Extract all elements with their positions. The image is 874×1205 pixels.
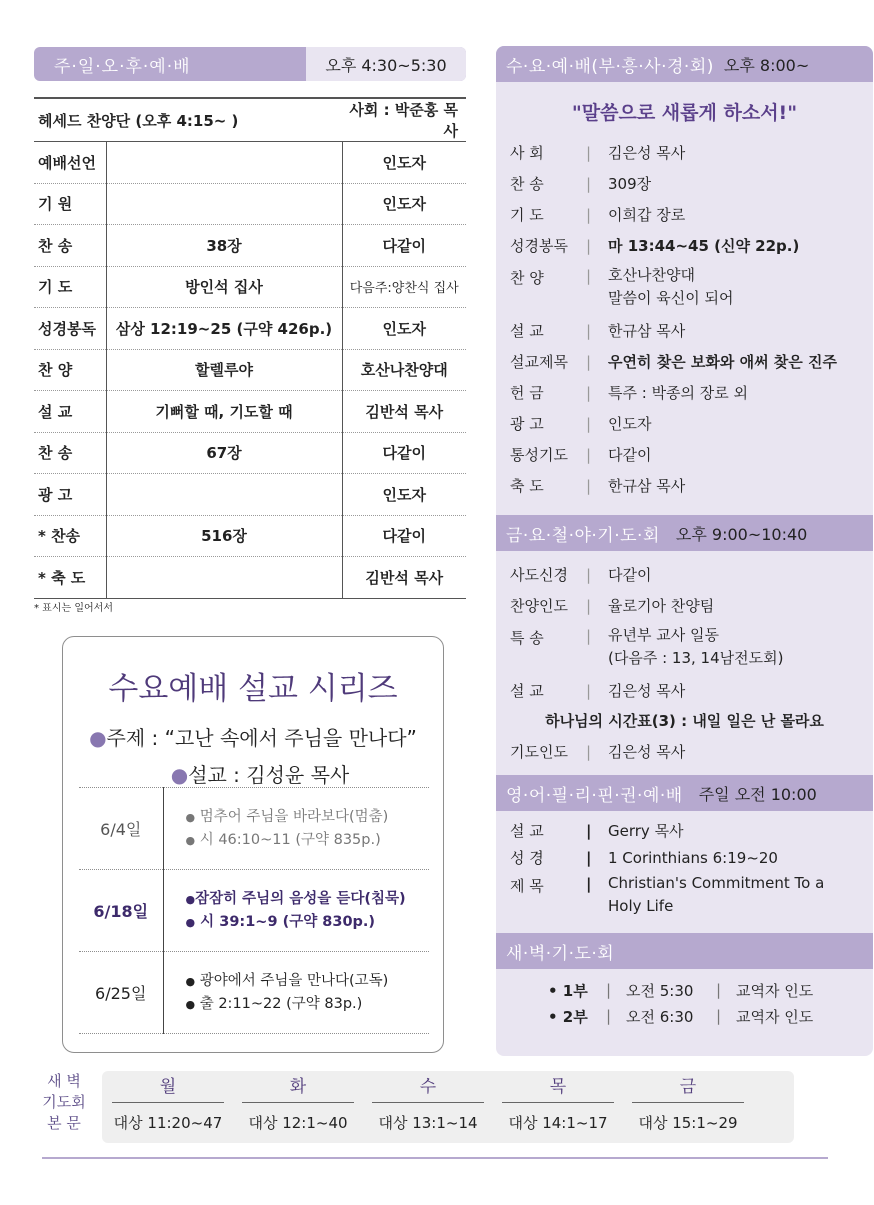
weekday-header: 금 — [632, 1071, 744, 1103]
bottom-divider — [42, 1157, 828, 1159]
dawn-leader: 교역자 인도 — [736, 1007, 814, 1026]
series-content — [163, 952, 429, 1034]
english-title: 영·어·필·리·핀·권·예·배 — [506, 785, 683, 806]
row-key: 기도인도 — [510, 743, 568, 761]
row-value — [608, 624, 859, 670]
label-line: 본 문 — [47, 1114, 81, 1132]
bullet-icon: ● — [170, 763, 189, 787]
row-value: 김은성 목사 — [608, 743, 686, 761]
series-theme — [63, 722, 443, 751]
list-item — [510, 230, 859, 261]
row-key: 헌 금 — [510, 384, 544, 402]
english-header — [496, 775, 873, 811]
series-line2: 시 39:1~9 (구약 830p.) — [200, 913, 376, 930]
order-item: * 찬송 — [34, 515, 106, 557]
bullet-icon: ● — [185, 915, 196, 929]
row-key: 설교제목 — [510, 353, 568, 371]
series-schedule — [79, 787, 429, 1034]
bullet-icon: ● — [185, 810, 196, 824]
weekday-grid — [102, 1071, 794, 1143]
row-value: 한규삼 목사 — [608, 477, 686, 495]
series-content — [163, 788, 429, 870]
label-line: 새 벽 — [47, 1072, 81, 1090]
wednesday-title: 수·요·예·배(부·흥·사·경·회) — [506, 56, 714, 77]
order-content: 기뻐할 때, 기도할 때 — [106, 391, 342, 433]
list-item — [510, 137, 859, 168]
list-item — [510, 736, 859, 767]
wednesday-body — [496, 98, 873, 501]
list-item — [510, 621, 859, 675]
order-by: 다같이 — [342, 225, 466, 267]
bullet-icon: ● — [185, 892, 196, 906]
separator: | — [586, 476, 592, 495]
host-label: 사회 : 박준홍 목사 — [342, 98, 466, 142]
row-key: 사 회 — [510, 144, 544, 162]
wednesday-headline: "말씀으로 새롭게 하소서!" — [571, 102, 798, 124]
dawn-scripture-label — [38, 1071, 90, 1134]
row-value: 인도자 — [608, 415, 652, 433]
list-item — [548, 1003, 873, 1029]
friday-sermon-title: 하나님의 시간표(3) : 내일 일은 난 몰라요 — [545, 712, 824, 730]
row-value: 김은성 목사 — [608, 682, 686, 700]
row-value: 다같이 — [608, 566, 652, 584]
row-value: 309장 — [608, 175, 652, 193]
weekday-header: 수 — [372, 1071, 484, 1103]
weekday-column — [366, 1071, 490, 1143]
friday-time: 오후 9:00~10:40 — [675, 524, 808, 544]
row-value: 한규삼 목사 — [608, 322, 686, 340]
order-content — [106, 183, 342, 225]
order-item: 예배선언 — [34, 142, 106, 184]
order-content — [106, 142, 342, 184]
separator: | — [586, 143, 592, 162]
separator: | — [586, 681, 592, 700]
weekday-text: 대상 13:1~14 — [378, 1114, 478, 1132]
bullet-icon: ● — [89, 726, 107, 750]
table-row — [34, 225, 466, 267]
series-line1: 광야에서 주님을 만나다(고독) — [199, 972, 389, 989]
separator: | — [586, 383, 592, 402]
row-value: 마 13:44~45 (신약 22p.) — [608, 237, 800, 255]
order-by: 다같이 — [342, 432, 466, 474]
english-time: 주일 오전 10:00 — [698, 784, 817, 804]
friday-header — [496, 515, 873, 551]
order-content: 삼상 12:19~25 (구약 426p.) — [106, 308, 342, 350]
row-value: 1 Corinthians 6:19~20 — [608, 848, 778, 867]
order-by: 인도자 — [342, 142, 466, 184]
bullet-icon: ● — [185, 997, 196, 1011]
row-value-line2: (다음주 : 13, 14남전도회) — [608, 649, 784, 667]
right-panel — [496, 46, 873, 1056]
dawn-part: • 2부 — [548, 1007, 588, 1026]
sunday-title: 주·일·오·후·예·배 — [54, 56, 191, 77]
row-key: 사도신경 — [510, 566, 568, 584]
order-item: 찬 양 — [34, 349, 106, 391]
separator: | — [716, 1007, 722, 1025]
weekday-header: 화 — [242, 1071, 354, 1103]
dawn-body — [496, 969, 873, 1029]
table-row — [34, 308, 466, 350]
friday-body — [496, 551, 873, 767]
row-value: 특주 : 박종의 장로 외 — [608, 384, 749, 402]
separator: | — [716, 981, 722, 999]
order-item: 기 원 — [34, 183, 106, 225]
separator: | — [586, 321, 592, 340]
table-row — [34, 183, 466, 225]
series-line2: 시 46:10~11 (구약 835p.) — [199, 831, 381, 848]
list-item — [510, 315, 859, 346]
separator: | — [586, 848, 592, 867]
separator: | — [586, 205, 592, 224]
sermon-series-box — [62, 636, 444, 1053]
sunday-order-header — [34, 98, 466, 142]
dawn-part: • 1부 — [548, 981, 588, 1000]
weekday-text: 대상 14:1~17 — [508, 1114, 608, 1132]
list-item — [510, 675, 859, 706]
weekday-text: 대상 12:1~40 — [248, 1114, 348, 1132]
row-value-line1: 유년부 교사 일동 — [608, 626, 719, 644]
separator: | — [586, 875, 592, 893]
row-key: 성 경 — [510, 849, 544, 867]
row-key: 설 교 — [510, 822, 544, 840]
list-item — [79, 952, 429, 1034]
order-item: 광 고 — [34, 474, 106, 516]
separator: | — [586, 821, 592, 840]
list-item — [510, 377, 859, 408]
row-value: 율로기아 찬양팀 — [608, 597, 715, 615]
row-value — [608, 872, 859, 918]
choir-label: 헤세드 찬양단 (오후 4:15~ ) — [34, 98, 342, 142]
series-date: 6/4일 — [79, 788, 163, 870]
separator: | — [606, 981, 612, 999]
row-key: 특 송 — [510, 629, 544, 647]
order-content: 할렐루야 — [106, 349, 342, 391]
weekday-column — [496, 1071, 620, 1143]
weekday-text: 대상 15:1~29 — [638, 1114, 738, 1132]
separator: | — [586, 267, 592, 285]
series-preacher-text: 설교 : 김성윤 목사 — [188, 763, 350, 787]
wednesday-time: 오후 8:00~ — [723, 55, 810, 75]
row-value — [608, 264, 859, 310]
row-value-line2: Holy Life — [608, 897, 674, 915]
list-item — [510, 871, 859, 925]
table-row — [34, 142, 466, 184]
table-row — [34, 515, 466, 557]
order-by: 다같이 — [342, 515, 466, 557]
list-item — [510, 261, 859, 315]
list-item — [510, 559, 859, 590]
separator: | — [586, 174, 592, 193]
friday-title: 금·요·철·야·기·도·회 — [506, 525, 660, 546]
order-item: * 축 도 — [34, 557, 106, 599]
sunday-time: 오후 4:30~5:30 — [306, 47, 466, 81]
row-key: 찬양인도 — [510, 597, 568, 615]
separator: | — [586, 596, 592, 615]
bullet-icon: ● — [185, 974, 196, 988]
order-by: 인도자 — [342, 308, 466, 350]
row-key: 통성기도 — [510, 446, 568, 464]
series-preacher — [63, 759, 443, 788]
weekday-column — [106, 1071, 230, 1143]
row-value: 이희갑 장로 — [608, 206, 686, 224]
table-row — [34, 266, 466, 308]
dawn-header — [496, 933, 873, 969]
row-value: 김은성 목사 — [608, 144, 686, 162]
row-key: 설 교 — [510, 322, 544, 340]
dawn-scripture-grid — [38, 1069, 758, 1147]
english-body — [496, 811, 873, 925]
weekday-column — [236, 1071, 360, 1143]
list-item — [510, 168, 859, 199]
order-by: 김반석 목사 — [342, 557, 466, 599]
order-item: 설 교 — [34, 391, 106, 433]
dawn-time: 오전 5:30 — [626, 981, 694, 1000]
wednesday-header — [496, 46, 873, 82]
row-key: 찬 양 — [510, 269, 544, 287]
row-key: 설 교 — [510, 682, 544, 700]
dawn-time: 오전 6:30 — [626, 1007, 694, 1026]
list-item — [510, 199, 859, 230]
separator: | — [586, 742, 592, 761]
row-key: 광 고 — [510, 415, 544, 433]
standing-footnote: * 표시는 일어서서 — [34, 603, 113, 614]
row-value: 우연히 찾은 보화와 애써 찾은 진주 — [608, 353, 837, 371]
list-item — [510, 470, 859, 501]
row-key: 기 도 — [510, 206, 544, 224]
order-content: 516장 — [106, 515, 342, 557]
dawn-leader: 교역자 인도 — [736, 981, 814, 1000]
list-item — [510, 590, 859, 621]
separator: | — [586, 565, 592, 584]
separator: | — [586, 445, 592, 464]
series-date: 6/18일 — [79, 870, 163, 952]
row-value-line2: 말씀이 육신이 되어 — [608, 289, 734, 307]
row-value-line1: Christian's Commitment To a — [608, 874, 825, 892]
order-item: 찬 송 — [34, 225, 106, 267]
list-item — [510, 817, 859, 844]
order-content: 67장 — [106, 432, 342, 474]
sunday-header — [34, 47, 466, 81]
weekday-header: 목 — [502, 1071, 614, 1103]
table-row — [34, 432, 466, 474]
separator: | — [586, 414, 592, 433]
row-value-line1: 호산나찬양대 — [608, 266, 695, 284]
list-item — [510, 346, 859, 377]
label-line: 기도회 — [42, 1093, 86, 1111]
order-by: 호산나찬양대 — [342, 349, 466, 391]
list-item — [79, 788, 429, 870]
bullet-icon: ● — [185, 833, 196, 847]
weekday-column — [626, 1071, 750, 1143]
series-title: 수요예배 설교 시리즈 — [108, 671, 398, 707]
order-content — [106, 557, 342, 599]
order-by: 다음주:양찬식 집사 — [342, 266, 466, 308]
row-key: 찬 송 — [510, 175, 544, 193]
weekday-text: 대상 11:20~47 — [113, 1114, 223, 1132]
series-content — [163, 870, 429, 952]
list-item — [510, 844, 859, 871]
list-item — [510, 439, 859, 470]
row-value: Gerry 목사 — [608, 822, 684, 840]
row-key: 축 도 — [510, 477, 544, 495]
row-key: 제 목 — [510, 877, 544, 895]
series-theme-text: 주제 : “고난 속에서 주님을 만나다” — [106, 726, 417, 750]
list-item — [548, 977, 873, 1003]
order-by: 인도자 — [342, 183, 466, 225]
separator: | — [606, 1007, 612, 1025]
order-content — [106, 474, 342, 516]
series-line2: 출 2:11~22 (구약 83p.) — [199, 995, 363, 1012]
table-row — [34, 557, 466, 599]
table-row — [34, 474, 466, 516]
separator: | — [586, 352, 592, 371]
weekday-header: 월 — [112, 1071, 224, 1103]
row-value: 다같이 — [608, 446, 652, 464]
order-by: 김반석 목사 — [342, 391, 466, 433]
order-item: 성경봉독 — [34, 308, 106, 350]
separator: | — [586, 627, 592, 645]
series-line1: 잠잠히 주님의 음성을 듣다(침묵) — [195, 890, 406, 907]
dawn-title: 새·벽·기·도·회 — [506, 943, 615, 964]
series-date: 6/25일 — [79, 952, 163, 1034]
series-line1: 멈추어 주님을 바라보다(멈춤) — [199, 808, 389, 825]
order-by: 인도자 — [342, 474, 466, 516]
table-row — [34, 349, 466, 391]
order-item: 기 도 — [34, 266, 106, 308]
list-item — [510, 408, 859, 439]
order-content: 방인석 집사 — [106, 266, 342, 308]
list-item — [79, 870, 429, 952]
order-item: 찬 송 — [34, 432, 106, 474]
sunday-order-table — [34, 97, 466, 599]
order-content: 38장 — [106, 225, 342, 267]
separator: | — [586, 236, 592, 255]
row-key: 성경봉독 — [510, 237, 568, 255]
table-row — [34, 391, 466, 433]
